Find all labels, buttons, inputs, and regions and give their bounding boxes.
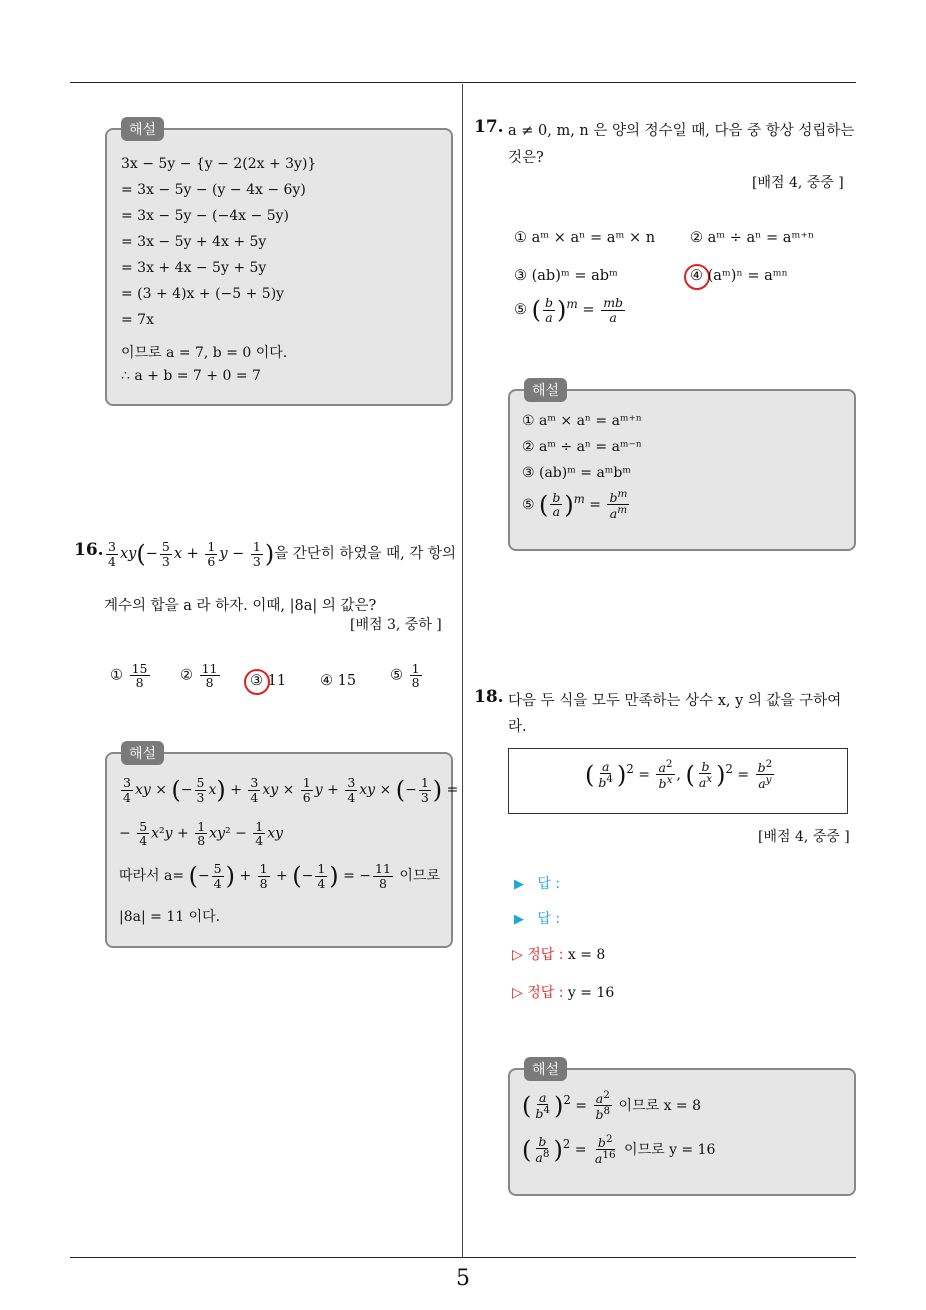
page-number: 5 bbox=[456, 1266, 470, 1291]
triangle-outline-icon: ▷ bbox=[512, 985, 523, 1001]
sol15-line: = (3 + 4)x + (−5 + 5)y bbox=[121, 286, 285, 302]
sol18-line2: ( $\frac{b}{a^8}$ )$^2$ = $\frac{b^2}{a^{16}}$ 이므로 y = 16 bbox=[522, 1133, 716, 1167]
sol15-line: = 3x + 4x − 5y + 5y bbox=[121, 260, 267, 276]
q16-option-1[interactable]: ① $\frac{15}{8}$ bbox=[110, 661, 148, 691]
sol15-line: = 3x − 5y − (−4x − 5y) bbox=[121, 208, 289, 224]
sol15-line: 3x − 5y − {y − 2(2x + 3y)} bbox=[121, 156, 317, 172]
q17-text-line2: 것은? bbox=[508, 150, 544, 166]
sol17-line: ② aᵐ ÷ aⁿ = aᵐ⁻ⁿ bbox=[522, 439, 642, 455]
q18-correct-row-1: ▷ 정답 : x = 8 bbox=[512, 947, 606, 963]
triangle-right-icon: ▶ bbox=[514, 877, 524, 892]
q16-option-5[interactable]: ⑤ $\frac{1}{8}$ bbox=[390, 661, 420, 691]
q16-expression: $\frac{3}{4}$ xy(− $\frac{5}{3}$ x + $\frac{1}{6}$ y − $\frac{1}{3}$ )을 간단히 하였을 때, 각 항의 bbox=[108, 539, 456, 569]
sol18-line1: ( $\frac{a}{b^4}$ )$^2$ = $\frac{a^2}{b^8}$ 이므로 x = 8 bbox=[522, 1089, 702, 1123]
sol17-line: ③ (ab)ᵐ = aᵐbᵐ bbox=[522, 465, 631, 481]
solution-label: 해설 bbox=[121, 117, 164, 141]
solution-label: 해설 bbox=[524, 1057, 567, 1081]
q17-text-line1: a ≠ 0, m, n 은 양의 정수일 때, 다음 중 항상 성립하는 bbox=[508, 123, 855, 139]
solution-label: 해설 bbox=[524, 378, 567, 402]
sol16-line1: $\frac{3}{4}$ xy × (− $\frac{5}{3}$ x) + $\frac{3}{4}$ xy × $\frac{1}{6}$ y + $\frac{3}{4}$ xy × (− $\frac{1}{3}$ ) = bbox=[123, 775, 459, 805]
q18-correct-row-2: ▷ 정답 : y = 16 bbox=[512, 985, 615, 1001]
q18-answer-row-1: ▶ 답 : bbox=[514, 876, 561, 892]
q17-option-3[interactable]: ③ (ab)ᵐ = abᵐ bbox=[514, 268, 618, 284]
sol15-line: = 3x − 5y + 4x + 5y bbox=[121, 234, 267, 250]
q16-option-4[interactable]: ④ 15 bbox=[320, 673, 357, 689]
sol15-line: 이므로 a = 7, b = 0 이다. bbox=[121, 345, 288, 361]
sol17-line5: ⑤ ( $\frac{b}{a}$ )$^m$ = $\frac{b^m}{a^m}$ bbox=[522, 488, 628, 522]
triangle-outline-icon: ▷ bbox=[512, 947, 523, 963]
triangle-right-icon: ▶ bbox=[514, 912, 524, 927]
question-number-16: 16. bbox=[74, 540, 104, 560]
sol17-line: ① aᵐ × aⁿ = aᵐ⁺ⁿ bbox=[522, 413, 642, 429]
sol15-line: = 7x bbox=[121, 312, 154, 328]
q17-option-2[interactable]: ② aᵐ ÷ aⁿ = aᵐ⁺ⁿ bbox=[690, 230, 815, 246]
solution-label: 해설 bbox=[121, 741, 164, 765]
q16-text-line2: 계수의 합을 a 라 하자. 이때, |8a| 의 값은? bbox=[104, 598, 377, 614]
solution-box-q18 bbox=[508, 1062, 856, 1196]
q16-points: [배점 3, 중하 ] bbox=[350, 617, 442, 633]
q18-answer-row-2: ▶ 답 : bbox=[514, 911, 561, 927]
question-number-17: 17. bbox=[474, 117, 504, 137]
q18-text-line2: 라. bbox=[508, 719, 527, 735]
q17-option-4[interactable]: ④ (aᵐ)ⁿ = aᵐⁿ bbox=[690, 268, 788, 284]
q16-text-line1: 을 간단히 하였을 때, 각 항의 bbox=[274, 546, 456, 562]
sol15-line: ∴ a + b = 7 + 0 = 7 bbox=[121, 368, 261, 384]
q18-equation-box bbox=[508, 748, 848, 814]
q18-points: [배점 4, 중중 ] bbox=[758, 829, 850, 845]
column-divider bbox=[462, 84, 463, 1257]
bottom-rule bbox=[70, 1257, 856, 1258]
solution-box-q17 bbox=[508, 383, 856, 551]
q17-option-5[interactable]: ⑤ ( $\frac{b}{a}$ )$^m$ = $\frac{mb}{a}$ bbox=[514, 295, 624, 325]
sol16-line3: 따라서 a= (− $\frac{5}{4}$ ) + $\frac{1}{8}$ + (− $\frac{1}{4}$ ) = − $\frac{11}{8}$ 이므로 bbox=[119, 861, 440, 891]
solution-box-q15 bbox=[105, 122, 453, 406]
sol16-line4: |8a| = 11 이다. bbox=[119, 909, 221, 925]
question-number-18: 18. bbox=[474, 687, 504, 707]
sol15-line: = 3x − 5y − (y − 4x − 6y) bbox=[121, 182, 306, 198]
solution-box-q16 bbox=[105, 746, 459, 948]
q16-option-3[interactable]: ③ 11 bbox=[250, 673, 287, 689]
q17-option-1[interactable]: ① aᵐ × aⁿ = aᵐ × n bbox=[514, 230, 656, 246]
sol16-line2: − $\frac{5}{4}$ x²y + $\frac{1}{8}$ xy² − $\frac{1}{4}$ xy bbox=[119, 819, 284, 849]
q17-points: [배점 4, 중중 ] bbox=[752, 175, 844, 191]
top-rule bbox=[70, 82, 856, 83]
q16-option-2[interactable]: ② $\frac{11}{8}$ bbox=[180, 661, 218, 691]
q18-equations: ( $\frac{a}{b^4}$ )$^2$ = $\frac{a^2}{b^x}$ , ( $\frac{b}{a^x}$ )$^2$ = $\frac{b^2}{a^y}$ bbox=[585, 758, 773, 792]
q18-text-line1: 다음 두 식을 모두 만족하는 상수 x, y 의 값을 구하여 bbox=[508, 693, 842, 709]
